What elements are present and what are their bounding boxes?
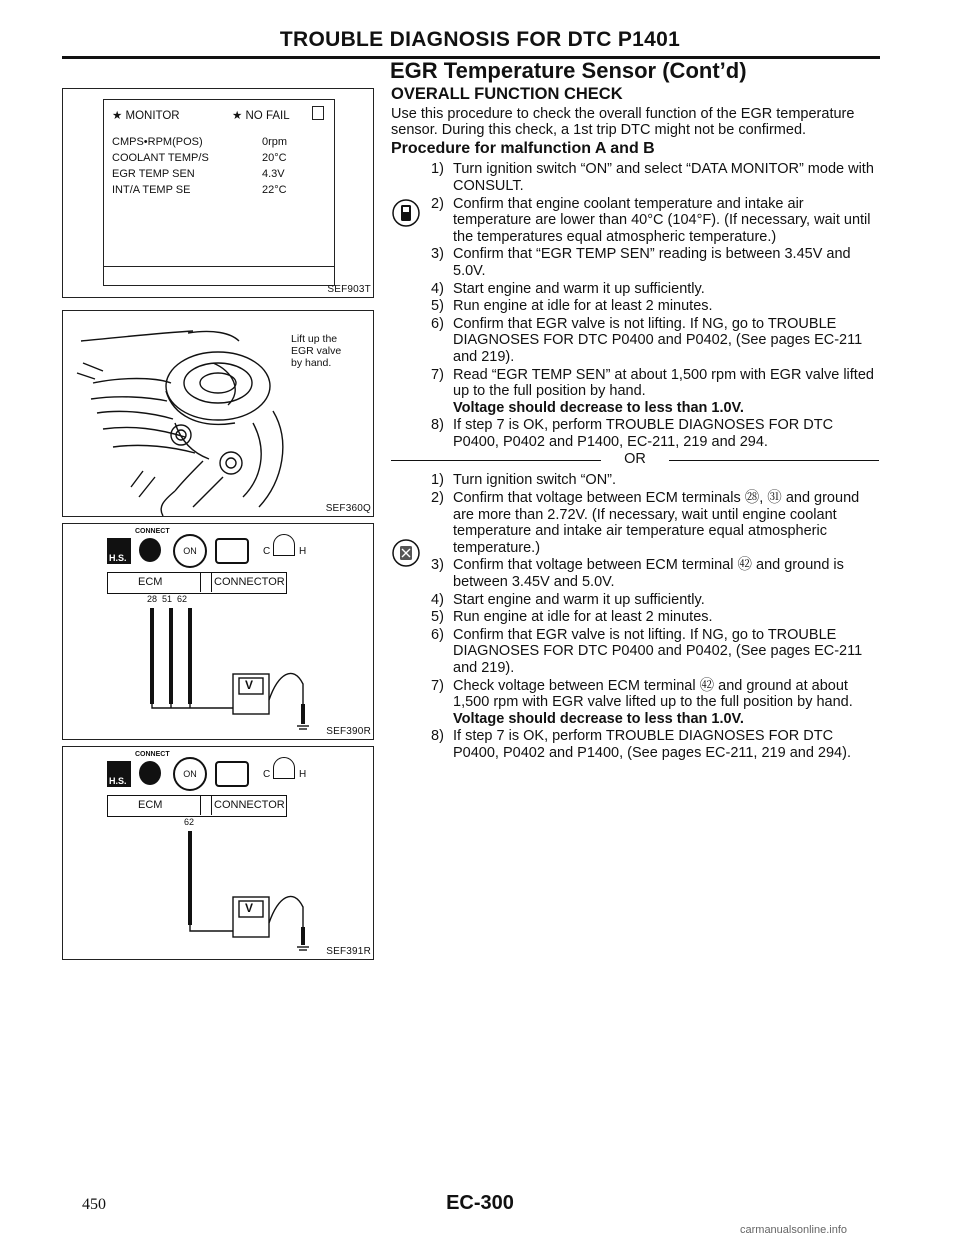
figure-id: SEF360Q xyxy=(325,503,371,514)
voltmeter-label: V xyxy=(245,678,254,692)
step-item xyxy=(391,472,879,489)
step-number: 8) xyxy=(431,417,444,434)
monitor-row-value: 20°C xyxy=(262,152,287,164)
step-number: 5) xyxy=(431,609,444,626)
step-text: Check voltage between ECM terminal ㊷ and ground at about 1,500 rpm with EGR valve lifted up to the full position by hand. xyxy=(453,677,853,711)
monitor-row-label: COOLANT TEMP/S xyxy=(112,152,209,164)
circuit-figure-1 xyxy=(62,523,374,740)
connect-label: CONNECT xyxy=(135,751,170,758)
step-item xyxy=(391,367,879,417)
voltmeter-label: V xyxy=(245,901,254,915)
step-item xyxy=(391,417,879,450)
page-title: TROUBLE DIAGNOSIS FOR DTC P1401 xyxy=(279,28,681,51)
temp-hot-label: H xyxy=(299,546,307,557)
monitor-figure xyxy=(62,88,374,298)
on-label: ON xyxy=(183,769,197,779)
note-line: by hand. xyxy=(291,357,332,369)
page-number: 450 xyxy=(82,1196,106,1213)
step-text: Turn ignition switch “ON” and select “DATA MONITOR” mode with CONSULT. xyxy=(453,161,874,194)
step-item xyxy=(391,627,879,677)
monitor-row-label: EGR TEMP SEN xyxy=(112,168,195,180)
consult-screen xyxy=(103,99,335,286)
figure-id: SEF391R xyxy=(326,946,371,957)
figure-id: SEF390R xyxy=(326,726,371,737)
step-text: If step 7 is OK, perform TROUBLE DIAGNOSES FOR DTC P0400, P0402 and P1400, (See pages EC-211, 219 and 294). xyxy=(453,728,851,761)
step-item xyxy=(391,728,879,761)
step-item xyxy=(391,609,879,626)
step-number: 2) xyxy=(431,195,444,212)
step-text: Confirm that engine coolant temperature and intake air temperature are lower than 40°C (104°F). (If necessary, wait until the temperatures equal atmospheric temperature.) xyxy=(453,195,871,245)
note-line: EGR valve xyxy=(291,345,342,357)
step-number: 7) xyxy=(431,366,444,383)
monitor-label: ★ MONITOR xyxy=(112,110,180,122)
step-text: Confirm that voltage between ECM terminals ㉘, ㉛ and ground are more than 2.72V. (If necessary, wait until engine coolant temperature and intake air temperature equal atmospheric temperature.) xyxy=(453,490,860,556)
on-label: ON xyxy=(183,546,197,556)
step-text: Read “EGR TEMP SEN” at about 1,500 rpm with EGR valve lifted up to the full position by hand. xyxy=(453,366,874,400)
ecm-label: ECM xyxy=(138,799,163,811)
step-item xyxy=(391,281,879,298)
connector-label: CONNECTOR xyxy=(214,576,285,588)
monitor-row-value: 22°C xyxy=(262,184,287,196)
section-title: EGR Temperature Sensor (Cont’d) xyxy=(390,58,747,83)
step-item xyxy=(391,490,879,556)
check-heading: OVERALL FUNCTION CHECK xyxy=(391,85,623,103)
ecm-label: ECM xyxy=(138,576,163,588)
step-text: Run engine at idle for at least 2 minutes. xyxy=(453,609,713,626)
step-item xyxy=(391,246,879,279)
step-text: Confirm that “EGR TEMP SEN” reading is between 3.45V and 5.0V. xyxy=(453,246,851,279)
monitor-row-value: 0rpm xyxy=(262,136,288,148)
step-text: If step 7 is OK, perform TROUBLE DIAGNOSES FOR DTC P0400, P0402 and P1400, EC-211, 219 and 294. xyxy=(453,417,834,450)
step-text: Turn ignition switch “ON”. xyxy=(453,472,617,489)
step-item xyxy=(391,298,879,315)
step-item xyxy=(391,592,879,609)
step-number: 6) xyxy=(431,315,444,332)
tester-method-icon xyxy=(391,538,421,568)
or-divider xyxy=(391,451,879,469)
monitor-row-label: INT/A TEMP SE xyxy=(112,184,191,196)
valve-figure xyxy=(62,310,374,517)
step-text: Confirm that voltage between ECM terminal ㊷ and ground is between 3.45V and 5.0V. xyxy=(453,557,844,591)
circuit-wiring xyxy=(63,524,373,739)
temp-cold-label: C xyxy=(263,546,271,557)
screen-divider xyxy=(104,266,334,267)
step-number: 1) xyxy=(431,161,444,178)
step-number: 5) xyxy=(431,298,444,315)
figure-id: SEF903T xyxy=(327,284,371,295)
hs-label: H.S. xyxy=(109,776,127,786)
step-number: 3) xyxy=(431,557,444,574)
step-item xyxy=(391,196,879,246)
step-text: Start engine and warm it up sufficiently. xyxy=(453,280,705,297)
checkbox-icon xyxy=(312,106,324,120)
intro-paragraph: Use this procedure to check the overall function of the EGR temperature sensor. During this check, a 1st trip DTC might not be confirmed. xyxy=(391,105,855,139)
step-number: 1) xyxy=(431,472,444,489)
section-page-code: EC-300 xyxy=(446,1192,514,1214)
step-text: Run engine at idle for at least 2 minutes. xyxy=(453,298,713,315)
step-number: 2) xyxy=(431,490,444,507)
or-label: OR xyxy=(624,451,646,468)
consult-method-icon xyxy=(391,198,421,228)
step-item xyxy=(391,161,879,194)
note-line: Lift up the xyxy=(291,333,338,345)
procedure-text xyxy=(391,86,879,763)
step-text: Start engine and warm it up sufficiently. xyxy=(453,591,705,608)
circuit-figure-2 xyxy=(62,746,374,960)
circuit-wiring xyxy=(63,747,373,959)
step-item xyxy=(391,557,879,590)
step-text: Confirm that EGR valve is not lifting. If NG, go to TROUBLE DIAGNOSES FOR DTC P0400 and P0402, (See pages EC-211 and 219). xyxy=(453,315,863,365)
step-item xyxy=(391,678,879,728)
step-item xyxy=(391,316,879,366)
pin-numbers: 28 51 62 xyxy=(147,594,188,604)
step-number: 6) xyxy=(431,626,444,643)
watermark: carmanualsonline.info xyxy=(740,1224,848,1236)
pin-numbers: 62 xyxy=(184,817,195,827)
step-number: 7) xyxy=(431,677,444,694)
monitor-row-value: 4.3V xyxy=(262,168,285,180)
temp-hot-label: H xyxy=(299,769,307,780)
step-number: 4) xyxy=(431,280,444,297)
step-requirement: Voltage should decrease to less than 1.0V. xyxy=(453,710,744,727)
procedure-heading: Procedure for malfunction A and B xyxy=(391,139,655,157)
step-number: 3) xyxy=(431,246,444,263)
valve-note xyxy=(291,333,341,369)
hs-label: H.S. xyxy=(109,553,127,563)
step-text: Confirm that EGR valve is not lifting. If NG, go to TROUBLE DIAGNOSES FOR DTC P0400 and P0402, (See pages EC-211 and 219). xyxy=(453,626,863,676)
step-number: 8) xyxy=(431,728,444,745)
step-number: 4) xyxy=(431,591,444,608)
connect-label: CONNECT xyxy=(135,528,170,535)
no-fail-label: ★ NO FAIL xyxy=(232,110,290,122)
temp-cold-label: C xyxy=(263,769,271,780)
step-requirement: Voltage should decrease to less than 1.0V. xyxy=(453,399,744,416)
connector-label: CONNECTOR xyxy=(214,799,285,811)
monitor-row-label: CMPS•RPM(POS) xyxy=(112,136,203,148)
divider-line xyxy=(669,460,879,461)
